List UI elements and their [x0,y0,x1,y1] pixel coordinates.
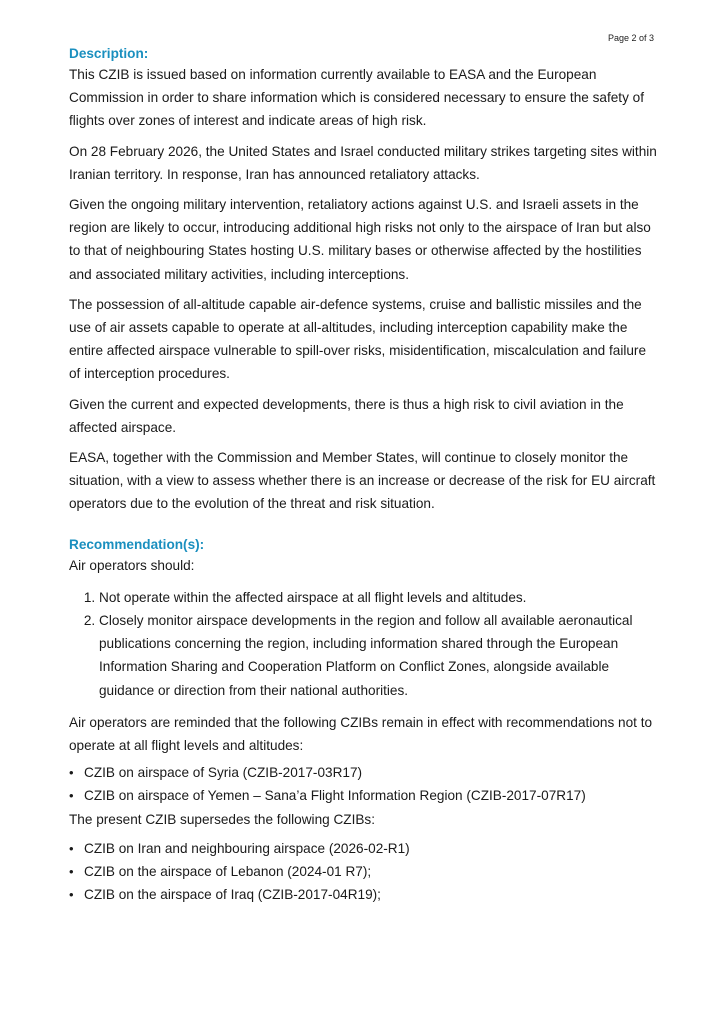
recommendation-item: 1. Not operate within the affected airspace at all flight levels and altitudes. [99,586,659,609]
recommendations-intro: Air operators should: [69,557,195,573]
recommendations-heading: Recommendation(s): [69,536,205,552]
superseded-item: • CZIB on Iran and neighbouring airspace (2026-02-R1) [84,837,659,860]
in-effect-list [69,761,659,807]
description-paragraph: This CZIB is issued based on information currently available to EASA and the European Commission in order to share information which is considered necessary to ensure the safety of flights over zones of interest and indicate areas of high risk. [69,67,644,129]
recommendations-section [69,535,659,907]
document-body [69,44,659,907]
reminder-text: Air operators are reminded that the following CZIBs remain in effect with recommendations not to operate at all flight levels and altitudes: [69,714,653,754]
superseded-item: • CZIB on the airspace of Iraq (CZIB-2017-04R19); [84,883,659,906]
in-effect-item: • CZIB on airspace of Yemen – Sana’a Flight Information Region (CZIB-2017-07R17) [84,784,659,807]
section-spacer [69,523,659,535]
description-heading: Description: [69,46,149,61]
superseded-list [69,837,659,907]
recommendations-list [69,586,659,702]
description-paragraph: The possession of all-altitude capable air-defence systems, cruise and ballistic missiles and the use of air assets capable to operate at all-altitudes, including interception capability make the entire affected airspace vulnerable to spill-over risks, misidentification, miscalculation and failure of interception procedures. [69,296,647,382]
description-paragraph: Given the current and expected developments, there is thus a high risk to civil aviation in the affected airspace. [69,396,624,435]
supersedes-intro: The present CZIB supersedes the following CZIBs: [69,811,375,827]
page-number: Page 2 of 3 [607,33,654,43]
description-paragraph: On 28 February 2026, the United States and Israel conducted military strikes targeting sites within Iranian territory. In response, Iran has announced retaliatory attacks. [69,143,657,182]
description-paragraph: EASA, together with the Commission and Member States, will continue to closely monitor the situation, with a view to assess whether there is an increase or decrease of the risk for EU aircraft operators due to the evolution of the threat and risk situation. [69,450,656,512]
in-effect-item: • CZIB on airspace of Syria (CZIB-2017-03R17) [84,761,659,784]
superseded-item: • CZIB on the airspace of Lebanon (2024-01 R7); [84,860,659,883]
description-paragraph: Given the ongoing military intervention, retaliatory actions against U.S. and Israeli assets in the region are likely to occur, introducing additional high risks not only to the airspace of Iran but also to that of neighbouring States hosting U.S. military bases or otherwise affected by the hostilities and associated military activities, including interceptions. [69,197,651,282]
description-section [69,44,659,516]
recommendation-item: 2. Closely monitor airspace developments in the region and follow all available aeronautical publications concerning the region, including information shared through the European Information Sharing and Cooperation Platform on Conflict Zones, alongside available guidance or direction from their national authorities. [99,609,659,702]
